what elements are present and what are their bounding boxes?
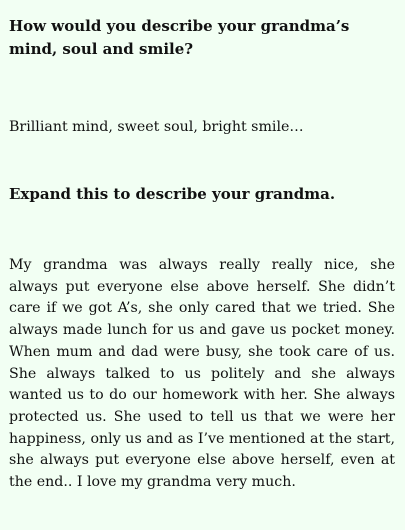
question-describe-grandma: Expand this to describe your grandma.	[9, 185, 336, 203]
answer-describe-grandma: My grandma was always really really nice, she always put everyone else above herself. She didn’t care if we got A’s, she only cared that we tried. She always made lunch for us and gave us pocket money. When mum and dad were busy, she took care of us. She always talked to us politely and she always wanted us to do our homework with her. She always protected us. She used to tell us that we were her happiness, only us and as I’ve mentioned at the start, she always put everyone else above herself, even at the end.. I love my grandma very much.	[9, 257, 395, 491]
answer-mind-soul-smile: Brilliant mind, sweet soul, bright smile…	[9, 119, 304, 135]
question-mind-soul-smile: How would you describe your grandma’s mind, soul and smile?	[9, 17, 350, 58]
